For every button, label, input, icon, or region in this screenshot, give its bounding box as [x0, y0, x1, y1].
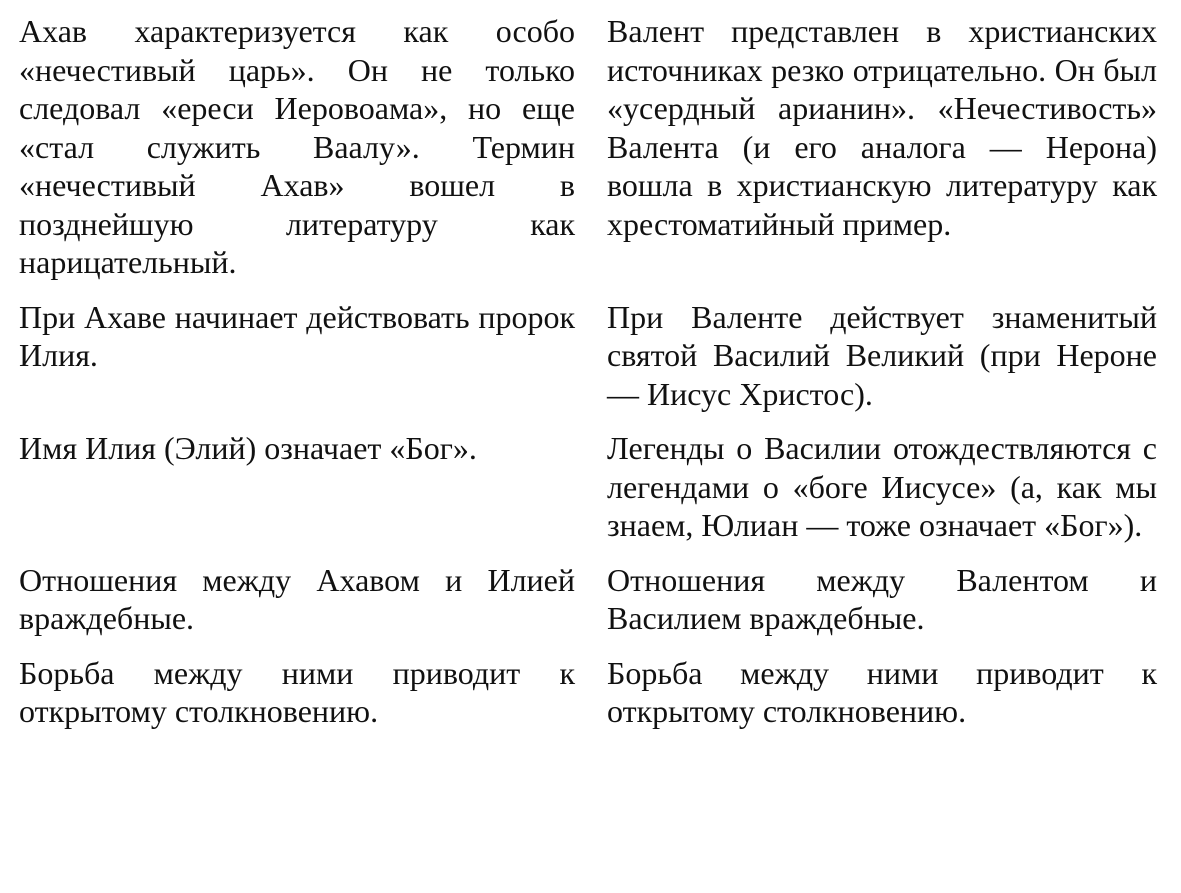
left-column-paragraph-5 [19, 654, 575, 731]
comparison-row-4 [19, 561, 1163, 638]
right-column-paragraph-5 [607, 654, 1157, 731]
paragraph-text: Отношения между Ахавом и Илией враждебные. [19, 561, 575, 636]
comparison-row-5 [19, 654, 1163, 731]
left-column-paragraph-4 [19, 561, 575, 638]
paragraph-text: При Валенте действует знаменитый святой Василий Великий (при Нероне — Иисус Христос). [607, 298, 1157, 412]
paragraph-text: Борьба между ними приводит к открытому столкновению. [607, 654, 1157, 729]
right-column-paragraph-2 [607, 298, 1157, 414]
right-column-paragraph-1 [607, 12, 1157, 243]
left-column-paragraph-3 [19, 429, 575, 468]
comparison-row-1 [19, 12, 1163, 282]
paragraph-text: Ахав характеризуется как особо «нечестивый царь». Он не только следовал «ереси Иеровоама», но еще «стал служить Ваалу». Термин «нечестивый Ахав» вошел в позднейшую литературу как нарицательный. [19, 13, 575, 280]
paragraph-text: Легенды о Василии отождествляются с легендами о «боге Иисусе» (а, как мы знаем, Юлиан — тоже означает «Бог»). [607, 430, 1157, 543]
left-column-paragraph-2 [19, 298, 575, 375]
paragraph-text: Борьба между ними приводит к открытому столкновению. [19, 654, 575, 729]
paragraph-text: Валент представлен в христианских источниках резко отрицательно. Он был «усердный арианин». «Нечестивость» Валента (и его аналога — Нерона) вошла в христианскую литературу как хрестоматийный пример. [607, 13, 1157, 242]
comparison-row-3 [19, 429, 1163, 545]
paragraph-text: При Ахаве начинает действовать пророк Илия. [19, 298, 575, 373]
paragraph-text: Имя Илия (Элий) означает «Бог». [19, 430, 477, 466]
left-column-paragraph-1 [19, 12, 575, 282]
paragraph-text: Отношения между Валентом и Василием враждебные. [607, 561, 1157, 636]
right-column-paragraph-3 [607, 429, 1157, 545]
comparison-row-2 [19, 298, 1163, 414]
right-column-paragraph-4 [607, 561, 1157, 638]
